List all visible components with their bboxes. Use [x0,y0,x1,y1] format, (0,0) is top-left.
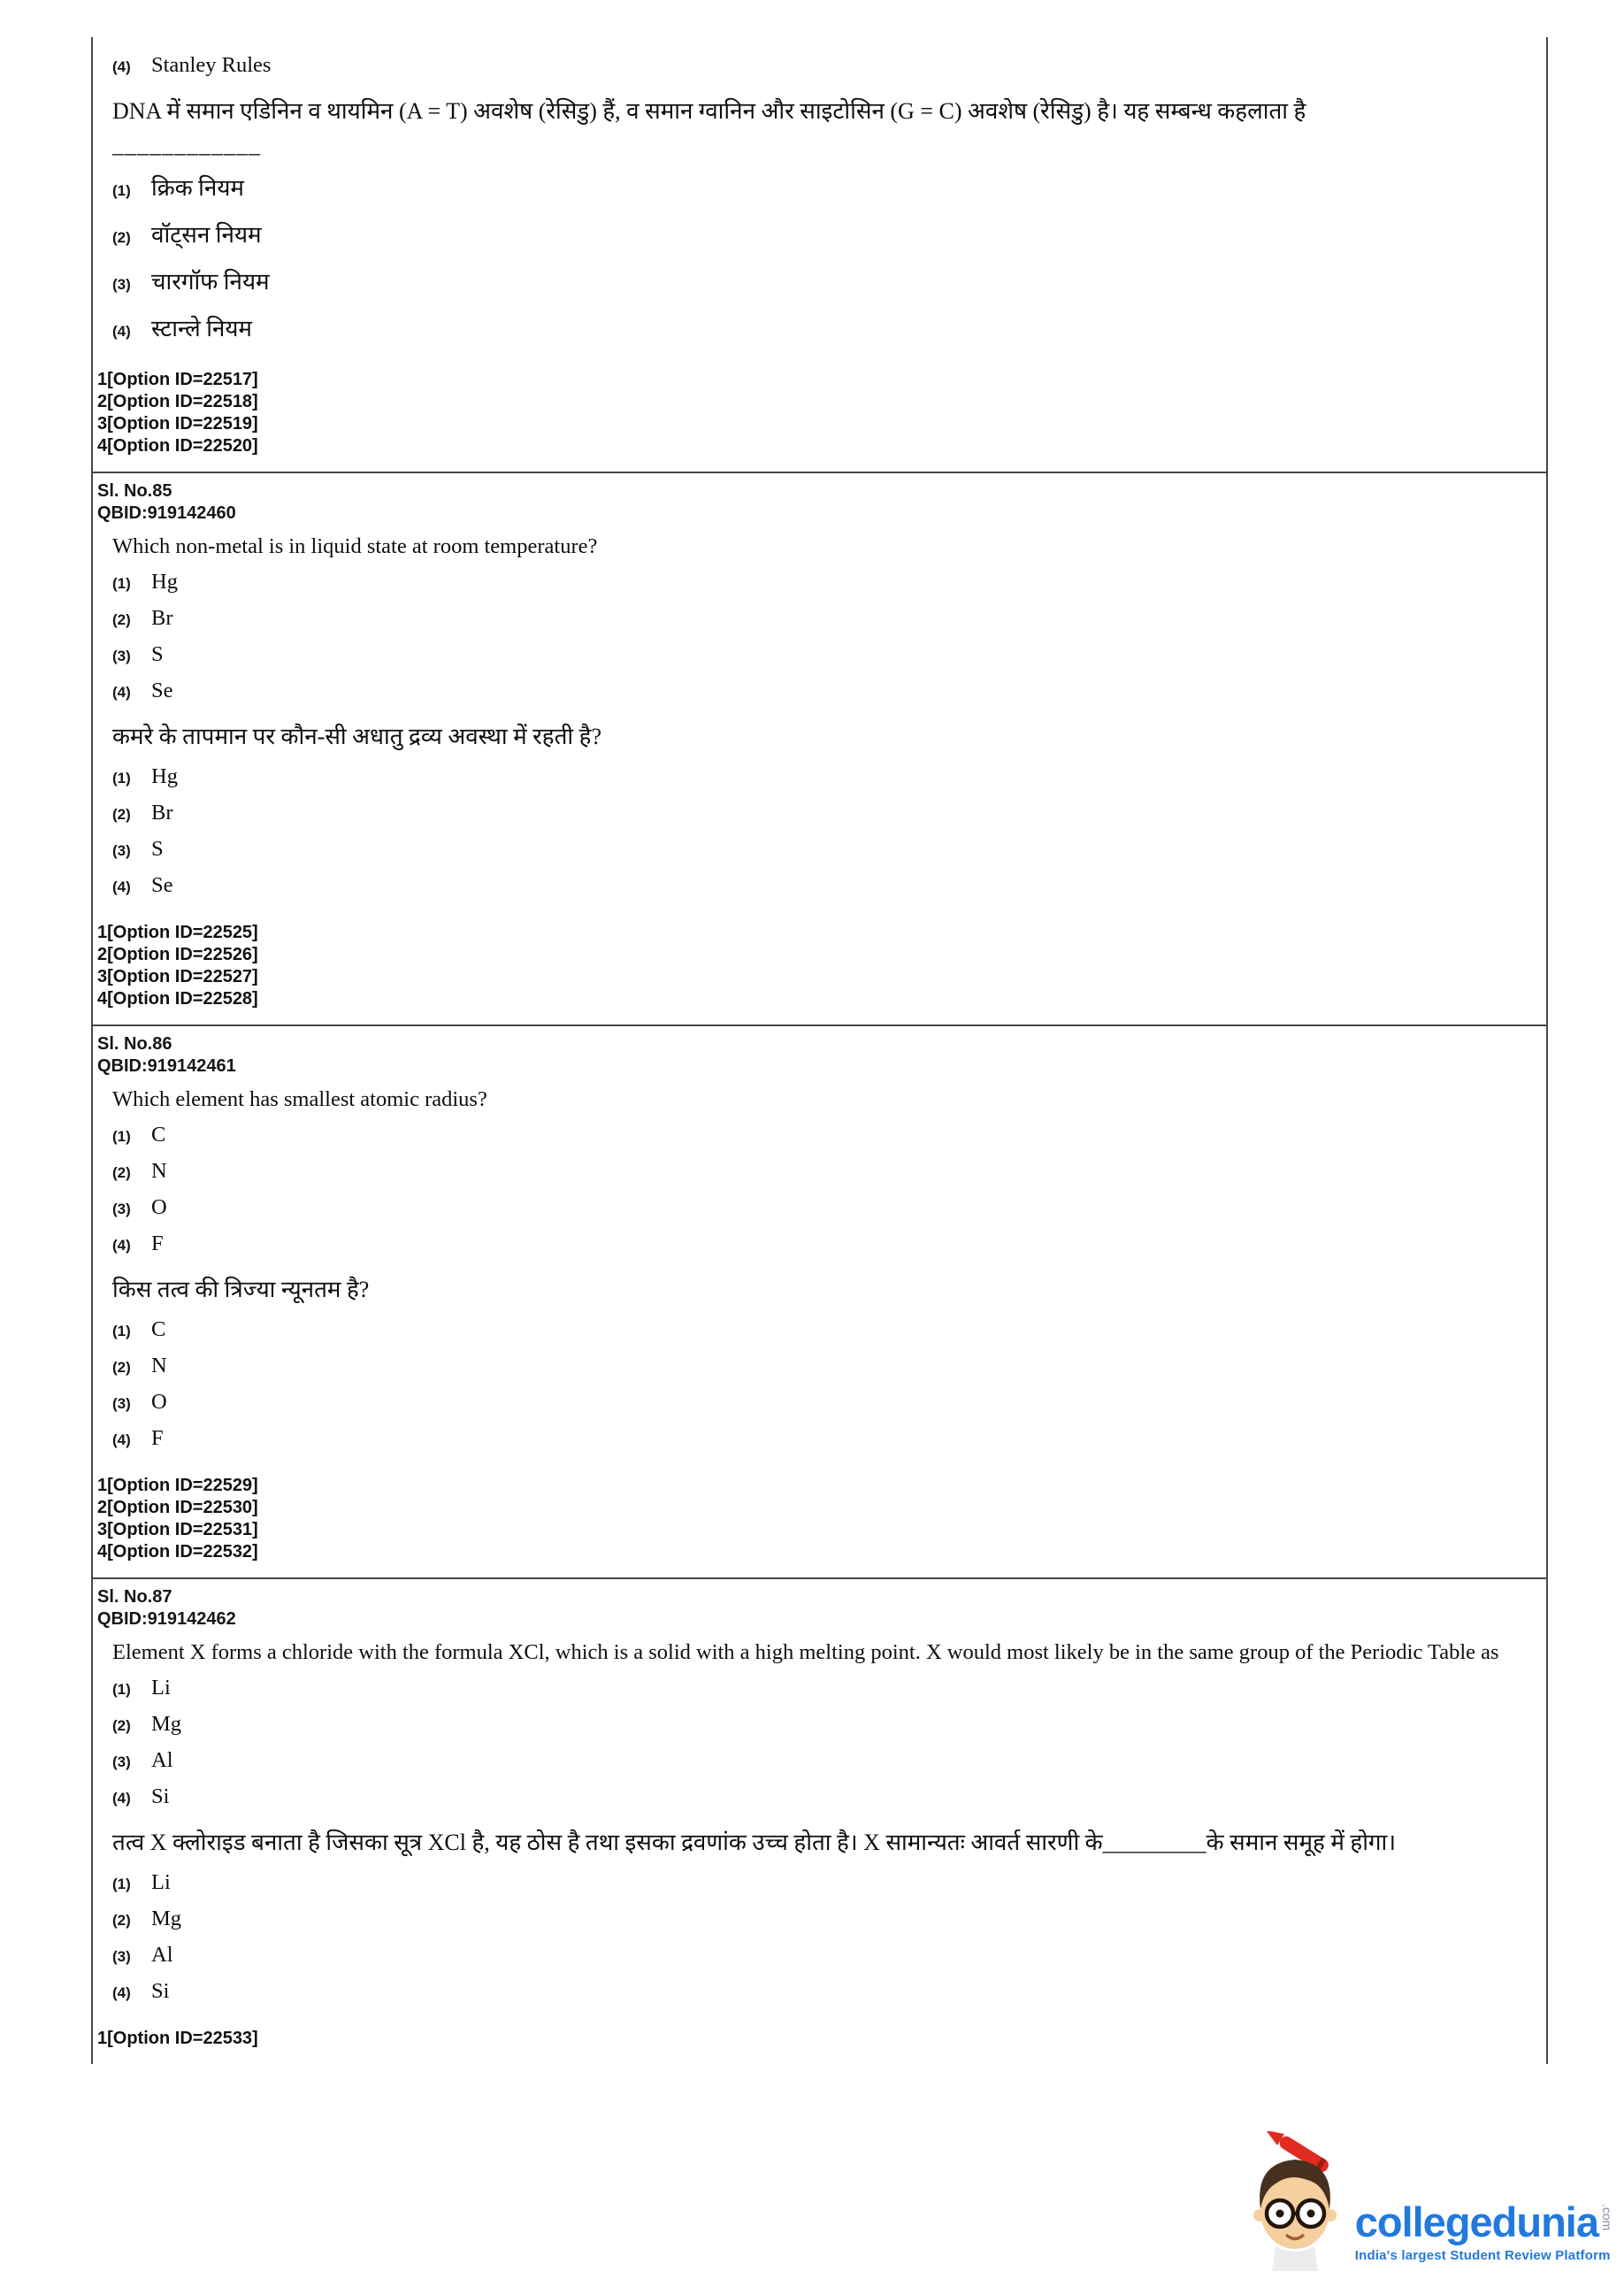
option-label: N [151,1354,167,1377]
option-row [112,266,1534,301]
option-label: वॉट्सन नियम [151,222,262,248]
option-label: Li [151,1870,171,1894]
option-label: Se [151,873,173,897]
option-number: (2) [112,1717,131,1734]
option-number: (1) [112,770,131,787]
option-number: (4) [112,1237,131,1254]
option-label: Br [151,606,173,630]
option-row [112,1675,1534,1703]
option-number: (2) [112,1164,131,1181]
option-number: (3) [112,648,131,664]
option-row [112,52,1534,81]
question-text-english: Which non-metal is in liquid state at room temperature? [112,534,598,558]
option-label: C [151,1123,166,1147]
option-number: (4) [112,1431,131,1448]
option-id: 2[Option ID=22530] [97,1498,258,1517]
option-number: (4) [112,323,131,340]
option-label: O [151,1195,167,1219]
option-id-list [97,369,1534,457]
option-id: 2[Option ID=22518] [97,392,258,411]
option-number: (3) [112,842,131,859]
option-row [112,313,1534,348]
question-text-english: Element X forms a chloride with the formula XCl, which is a solid with a high melting point. X would most likely be in the same group of the Periodic Table as [112,1640,1499,1664]
answer-blank: ____________ [112,132,261,157]
option-number: (1) [112,1876,131,1892]
option-row [112,836,1534,864]
option-number: (1) [112,575,131,592]
brand-domain: .com [1600,2204,1614,2231]
brand-tagline: India's largest Student Review Platform [1354,2248,1611,2263]
question-text-hindi: तत्व X क्लोराइड बनाता है जिसका सूत्र XCl है, यह ठोस है तथा इसका द्रवणांक उच्च होता है। X सामान्यतः आवर्त सारणी के_________के समान समूह में होगा। [112,1830,1397,1855]
option-row [112,1353,1534,1381]
option-label: C [151,1317,166,1341]
option-id: 1[Option ID=22533] [97,2029,258,2048]
question-text-hindi: कमरे के तापमान पर कौन-सी अधातु द्रव्य अवस्था में रहती है? [112,724,601,749]
option-label: N [151,1159,167,1183]
option-label: स्टान्ले नियम [151,316,252,341]
option-number: (2) [112,229,131,246]
option-label: Al [151,1943,173,1967]
option-row [112,173,1534,207]
option-row [112,1978,1534,2007]
option-row [112,1906,1534,1934]
option-id: 1[Option ID=22525] [97,923,258,942]
option-label: चारगॉफ नियम [151,269,270,295]
option-label: Stanley Rules [151,53,272,77]
option-row [112,1942,1534,1970]
question-serial: Sl. No.87 [97,1587,172,1607]
option-number: (2) [112,806,131,823]
collegedunia-logo [1245,2131,1613,2275]
option-row [112,1389,1534,1417]
option-label: Li [151,1676,171,1700]
option-row [112,1747,1534,1776]
option-label: S [151,837,164,861]
option-id-list [97,922,1534,1010]
option-number: (3) [112,276,131,293]
option-row [112,764,1534,792]
option-number: (4) [112,879,131,895]
option-id: 3[Option ID=22527] [97,967,258,986]
option-label: Se [151,679,173,702]
option-number: (3) [112,1395,131,1412]
option-row [112,678,1534,706]
option-row [112,1158,1534,1186]
option-label: Mg [151,1907,182,1930]
option-number: (1) [112,182,131,199]
question-qbid: QBID:919142462 [97,1609,236,1629]
option-number: (4) [112,1984,131,2001]
option-row [112,641,1534,670]
option-label: Hg [151,570,178,594]
option-label: Si [151,1979,170,2003]
option-row [112,872,1534,901]
option-id: 4[Option ID=22528] [97,989,258,1009]
option-id-list [97,2028,1534,2050]
option-label: Si [151,1784,170,1808]
question-block-continuation [93,37,1546,472]
option-label: Hg [151,764,178,788]
option-row [112,1316,1534,1345]
brand-text-group [1355,2200,1613,2275]
option-number: (1) [112,1128,131,1145]
option-row [112,569,1534,597]
option-row [112,219,1534,254]
option-label: Al [151,1748,173,1772]
option-number: (4) [112,684,131,701]
option-number: (4) [112,1790,131,1807]
option-row [112,1231,1534,1259]
option-row [112,1711,1534,1739]
option-label: F [151,1232,164,1255]
collegedunia-mascot-icon [1245,2131,1344,2275]
option-id: 3[Option ID=22531] [97,1520,258,1539]
question-block-86 [93,1024,1546,1577]
option-row [112,1425,1534,1454]
question-text-english: Which element has smallest atomic radius? [112,1087,487,1111]
option-number: (1) [112,1323,131,1339]
brand-name: collegedunia [1354,2198,1598,2245]
option-label: Br [151,801,173,825]
option-row [112,1194,1534,1223]
option-id: 1[Option ID=22517] [97,370,258,389]
option-label: S [151,642,164,666]
option-id: 2[Option ID=22526] [97,945,258,964]
option-id: 1[Option ID=22529] [97,1476,258,1495]
option-number: (4) [112,58,131,75]
option-row [112,1122,1534,1150]
option-label: F [151,1426,164,1450]
option-label: क्रिक नियम [151,175,244,201]
option-row [112,1784,1534,1812]
option-row [112,800,1534,828]
option-id: 3[Option ID=22519] [97,414,258,434]
option-number: (3) [112,1753,131,1770]
question-text-hindi: DNA में समान एडिनिन व थायमिन (A = T) अवशेष (रेसिडु) हैं, व समान ग्वानिन और साइटोसिन (G = C) अवशेष (रेसिडु) है। यह सम्बन्ध कहलाता है [112,98,1306,124]
option-number: (2) [112,1359,131,1376]
question-block-85 [93,472,1546,1024]
option-id: 4[Option ID=22532] [97,1542,258,1562]
option-row [112,1869,1534,1898]
question-serial: Sl. No.86 [97,1034,172,1054]
question-paper-body [91,37,1548,2064]
question-qbid: QBID:919142461 [97,1056,236,1076]
question-serial: Sl. No.85 [97,481,172,501]
option-number: (3) [112,1948,131,1965]
question-text-hindi: किस तत्व की त्रिज्या न्यूनतम है? [112,1277,370,1302]
option-row [112,605,1534,633]
question-qbid: QBID:919142460 [97,503,236,523]
option-id-list [97,1475,1534,1563]
option-id: 4[Option ID=22520] [97,436,258,456]
option-number: (2) [112,1912,131,1929]
option-number: (3) [112,1201,131,1217]
option-label: Mg [151,1712,182,1736]
option-label: O [151,1390,167,1414]
question-block-87 [93,1577,1546,2064]
option-number: (1) [112,1681,131,1698]
option-number: (2) [112,611,131,628]
